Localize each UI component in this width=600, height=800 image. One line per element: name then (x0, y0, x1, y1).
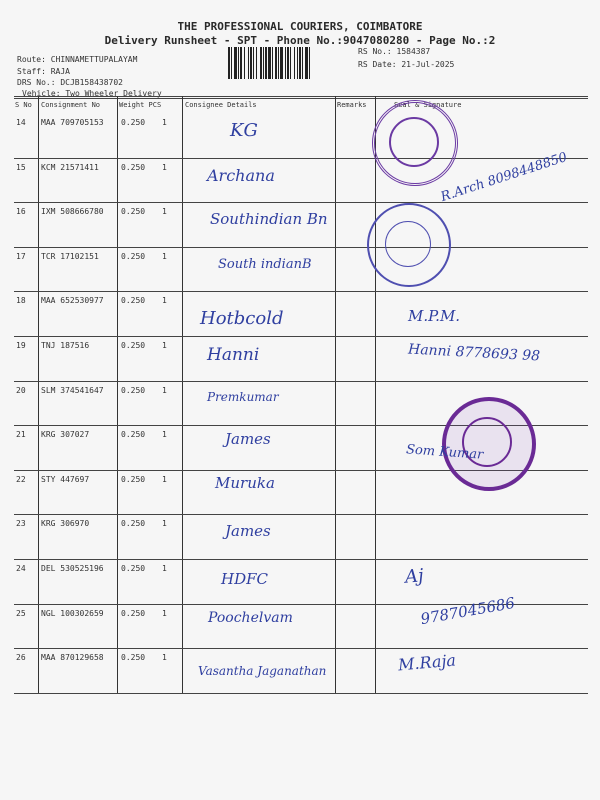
cell-consignment: MAA 870129658 (41, 653, 104, 663)
cell-sno: 20 (16, 385, 26, 395)
row-divider (14, 381, 588, 382)
cell-pcs: 1 (162, 162, 167, 172)
receiver-signature: Aj (404, 565, 425, 588)
cell-sno: 17 (16, 251, 26, 261)
bank-stamp (367, 203, 451, 287)
cell-consignment: TCR 17102151 (41, 251, 99, 261)
consignee-handwriting: HDFC (221, 570, 268, 588)
cell-weight: 0.250 (121, 207, 146, 217)
consignee-handwriting: Hotbcold (200, 308, 284, 329)
cell-consignment: STY 447697 (41, 474, 90, 484)
cell-sno: 18 (16, 296, 26, 306)
cell-weight: 0.250 (121, 162, 146, 172)
cell-consignment: SLM 374541647 (41, 385, 104, 395)
cell-consignment: IXM 508666780 (41, 207, 104, 217)
table-top-border (14, 96, 588, 99)
cell-weight: 0.250 (121, 564, 146, 573)
rs-date: RS Date: 21-Jul-2025 (358, 60, 455, 69)
consignee-handwriting: James (225, 522, 271, 540)
row-divider (14, 693, 588, 694)
row-divider (14, 336, 588, 337)
company-title: THE PROFESSIONAL COURIERS, COIMBATORE (177, 20, 423, 33)
cell-weight: 0.250 (121, 653, 146, 663)
row-divider (14, 202, 588, 203)
receiver-signature: M.P.M. (408, 307, 461, 325)
barcode-bar (309, 47, 310, 79)
cell-pcs: 1 (162, 251, 167, 261)
row-divider (14, 559, 588, 560)
cell-pcs: 1 (162, 653, 167, 663)
drs-number: DRS No.: DCJB158438702 (17, 78, 123, 87)
cell-consignment: NGL 100302659 (41, 608, 104, 618)
consignee-handwriting: South indianB (218, 257, 312, 272)
route-label: Route: CHINNAMETTUPALAYAM (17, 55, 138, 64)
cell-pcs: 1 (162, 207, 167, 217)
header-sno: S No (15, 101, 32, 109)
cell-pcs: 1 (162, 430, 167, 440)
header-consignee: Consignee Details (185, 101, 257, 109)
cell-pcs: 1 (162, 608, 167, 618)
cell-pcs: 1 (162, 341, 167, 350)
consignee-handwriting: Poochelvam (208, 610, 293, 626)
consignee-handwriting: Hanni (207, 345, 260, 365)
cell-weight: 0.250 (121, 474, 146, 484)
cell-sno: 22 (16, 474, 26, 484)
header-seal: Seal & Signature (394, 101, 462, 109)
consignee-handwriting: Premkumar (207, 390, 279, 404)
stamp-inner-ring (385, 221, 431, 267)
header-weight: Weight (119, 101, 145, 109)
cell-weight: 0.250 (121, 296, 146, 306)
cell-pcs: 1 (162, 564, 167, 573)
runsheet-subtitle: Delivery Runsheet - SPT - Phone No.:9047080280 - Page No.:2 (104, 34, 496, 47)
header-pcs: PCS (148, 101, 162, 109)
cell-sno: 21 (16, 430, 26, 440)
cell-consignment: MAA 652530977 (41, 296, 104, 306)
cell-pcs: 1 (162, 296, 167, 306)
stamp-inner-ring (389, 117, 439, 167)
consignee-handwriting: KG (230, 120, 258, 141)
cell-consignment: KRG 306970 (41, 519, 90, 529)
row-divider (14, 291, 588, 292)
row-divider (14, 247, 588, 248)
receiver-signature: Hanni 8778693 98 (407, 341, 541, 365)
receiver-signature: 9787045686 (419, 593, 517, 629)
consignee-handwriting: Southindian Bn (210, 210, 328, 228)
consignee-handwriting: Archana (207, 166, 275, 185)
cell-pcs: 1 (162, 118, 167, 127)
header-consignment: Consignment No (41, 101, 101, 109)
kgisl-stamp (372, 100, 458, 186)
cell-sno: 16 (16, 207, 26, 217)
cell-weight: 0.250 (121, 341, 146, 350)
cell-sno: 25 (16, 608, 26, 618)
header-weight-pcs (119, 101, 161, 109)
cell-weight: 0.250 (121, 430, 146, 440)
row-divider (14, 158, 588, 159)
vehicle-label: Vehicle: Two Wheeler Delivery (22, 89, 162, 98)
receiver-signature: R.Arch 8098448850 (438, 149, 570, 206)
cell-sno: 24 (16, 564, 26, 573)
cell-consignment: MAA 709705153 (41, 118, 104, 127)
cell-weight: 0.250 (121, 608, 146, 618)
header-remarks: Remarks (337, 101, 367, 109)
cell-consignment: KCM 21571411 (41, 162, 99, 172)
rs-number: RS No.: 1584387 (358, 47, 431, 56)
cell-sno: 19 (16, 341, 26, 350)
cell-consignment: KRG 307027 (41, 430, 90, 440)
cell-weight: 0.250 (121, 251, 146, 261)
hdfc-stamp (442, 397, 536, 491)
cell-consignment: TNJ 187516 (41, 341, 90, 350)
cell-sno: 26 (16, 653, 26, 663)
cell-weight: 0.250 (121, 385, 146, 395)
cell-pcs: 1 (162, 519, 167, 529)
receiver-signature: M.Raja (397, 650, 457, 675)
cell-pcs: 1 (162, 385, 167, 395)
barcode (228, 47, 353, 79)
consignee-handwriting: Vasantha Jaganathan (198, 664, 327, 678)
staff-label: Staff: RAJA (17, 67, 70, 76)
row-divider (14, 514, 588, 515)
cell-sno: 15 (16, 162, 26, 172)
receiver-signature: Som Kumar (405, 442, 484, 463)
consignee-handwriting: Muruka (215, 474, 275, 492)
consignee-handwriting: James (225, 430, 271, 448)
cell-weight: 0.250 (121, 118, 146, 127)
cell-sno: 14 (16, 118, 26, 127)
cell-weight: 0.250 (121, 519, 146, 529)
cell-pcs: 1 (162, 474, 167, 484)
row-divider (14, 648, 588, 649)
cell-sno: 23 (16, 519, 26, 529)
cell-consignment: DEL 530525196 (41, 564, 104, 573)
